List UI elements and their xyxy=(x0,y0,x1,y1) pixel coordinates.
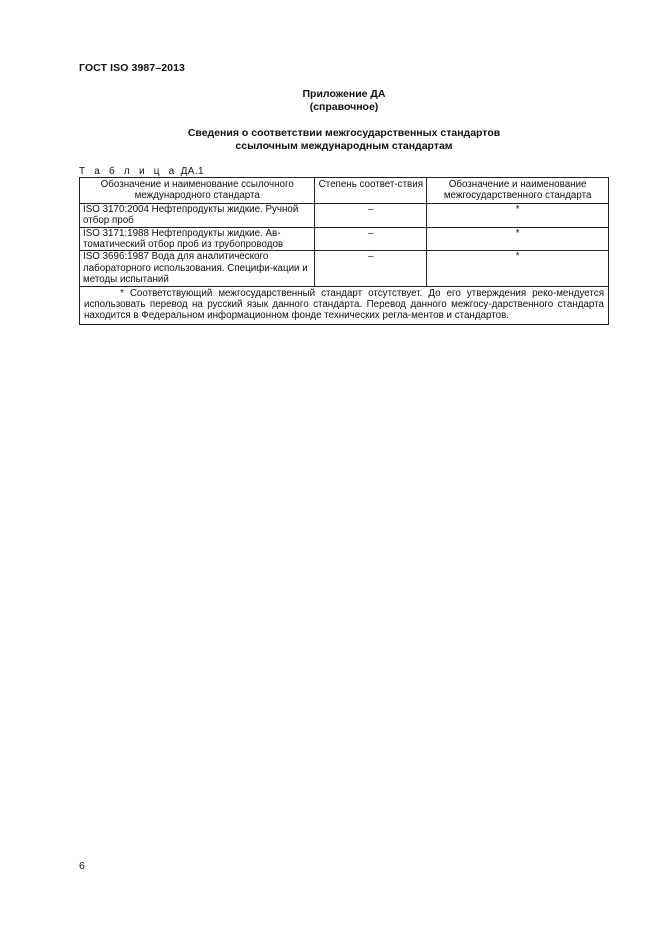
table-header-row xyxy=(80,178,609,204)
annex-subtitle: (справочное) xyxy=(309,101,379,113)
table-row xyxy=(80,203,609,227)
table-label xyxy=(79,166,204,177)
annex-title: Приложение ДА xyxy=(302,88,386,100)
cell-international-standard: ISO 3170:2004 Нефтепродукты жидкие. Ручной отбор проб xyxy=(80,203,315,227)
header-interstate-standard: Обозначение и наименование межгосударственного стандарта xyxy=(427,178,609,204)
annex-heading-line-1: Сведения о соответствии межгосударственных стандартов xyxy=(187,127,501,139)
cell-interstate-standard: * xyxy=(427,251,609,286)
annex-heading-line-2: ссылочным международным стандартам xyxy=(235,140,453,152)
table-row xyxy=(80,251,609,286)
table-label-word: Т а б л и ц а xyxy=(79,166,178,177)
document-code: ГОСТ ISO 3987–2013 xyxy=(79,62,185,74)
cell-international-standard: ISO 3171:1988 Нефтепродукты жидкие. Ав-томатический отбор проб из трубопроводов xyxy=(80,227,315,251)
cell-interstate-standard: * xyxy=(427,227,609,251)
header-international-standard: Обозначение и наименование ссылочного международного стандарта xyxy=(80,178,315,204)
cell-degree-of-conformity: – xyxy=(315,251,427,286)
header-degree-of-conformity: Степень соответ-ствия xyxy=(315,178,427,204)
table-row xyxy=(80,227,609,251)
table-label-number: ДА.1 xyxy=(180,166,204,177)
standards-correspondence-table xyxy=(79,177,609,325)
table-footnote: * Соответствующий межгосударственный стандарт отсутствует. До его утверждения реко-мендуется использовать перевод на русский язык данного стандарта. Перевод данного межгосу-дарственного стандарта находится в Федеральном информационном фонде технических регла-ментов и стандартов. xyxy=(80,286,609,324)
cell-degree-of-conformity: – xyxy=(315,203,427,227)
page-number: 6 xyxy=(79,860,85,872)
cell-interstate-standard: * xyxy=(427,203,609,227)
table-footnote-row xyxy=(80,286,609,324)
cell-international-standard: ISO 3696:1987 Вода для аналитического лабораторного использования. Специфи-кации и методы испытаний xyxy=(80,251,315,286)
cell-degree-of-conformity: – xyxy=(315,227,427,251)
